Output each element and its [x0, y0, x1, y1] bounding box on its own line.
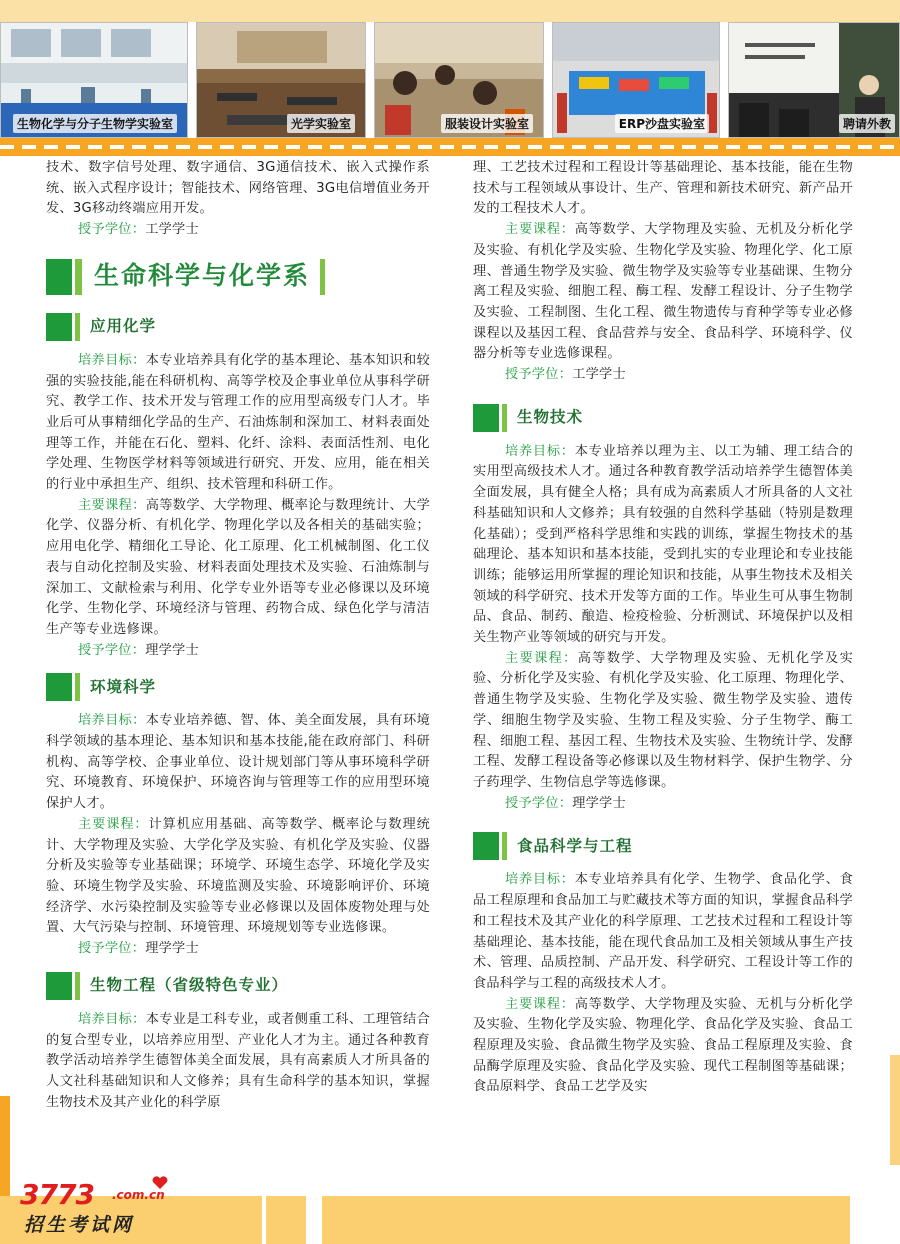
- heading-bar-icon: [75, 313, 80, 341]
- goal-label: 培养目标：: [78, 1011, 146, 1027]
- degree-line: [473, 365, 853, 386]
- heading-bar-icon: [473, 832, 499, 860]
- course-label: 主要课程：: [505, 996, 575, 1012]
- major-heading-environmental-science: [46, 673, 430, 701]
- course-text: 计算机应用基础、高等数学、概率论与数理统计、大学物理及实验、大学化学及实验、有机化学及实验、仪器分析及实验等专业基础课；环境学、环境生态学、环境化学及实验、环境生物学及实验、环境监测及实验、环境影响评价、环境经济学、水污染控制及实验等专业必修课以及固体废物处理与处置、大气污染与控制、环境管理、环境规划等专业选修课。: [46, 816, 431, 936]
- right-column: [473, 158, 853, 1098]
- course-text: 高等数学、大学物理及实验、无机化学及实验、分析化学及实验、有机化学及实验、化工原理、物理化学、普通生物学及实验、生物化学及实验、微生物学及实验、遗传学、细胞生物学及实验、生物工程及实验、分子生物学、酶工程、细胞工程、基因工程、生物技术及实验、生物统计学、发酵工程、发酵工程设备等必修课以及生物材料学、保护生物学、分子药理学、生物信息学等选修课。: [473, 650, 854, 790]
- site-logo[interactable]: [18, 1176, 178, 1240]
- intro-paragraph: 技术、数字信号处理、数字通信、3G通信技术、嵌入式操作系统、嵌入式程序设计；智能技术、网络管理、3G电信增值业务开发、3G移动终端应用开发。: [46, 160, 430, 217]
- heading-bar-icon: [46, 259, 72, 295]
- course-paragraph: [46, 815, 430, 939]
- goal-text: 本专业培养以理为主、以工为辅、理工结合的实用型高级技术人才。通过各种教育教学活动培养学生德智体美全面发展，具有健全人格；具有成为高素质人才所具备的人文社科基础知识和人文修养；具有较强的自然科学基础（特别是数理化基础）；受到严格科学思维和实践的训练，掌握生物技术的基础理论、基本知识和基本技能，受到扎实的专业理论和专业技能训练；能够运用所掌握的理论知识和技能，从事生物技术及相关领域的科学研究、技术开发等方面的工作。毕业生可从事生物制品、食品、制药、酿造、检疫检验、分析测试、环境保护以及相关生物产业等领域的研究与开发。: [473, 443, 854, 646]
- heading-bar-icon: [75, 972, 80, 1000]
- photo-strip: [0, 22, 900, 138]
- heading-bar-icon: [75, 673, 80, 701]
- goal-text: 本专业是工科专业，或者侧重工科、工理管结合的复合型专业，以培养应用型、产业化人才为主。通过各种教育教学活动培养学生德智体美全面发展，具有高素质人才所具备的人文社科基础知识和人文修养；具有生命科学的基本知识，掌握生物技术及其产业化的科学原: [46, 1011, 431, 1110]
- major-heading-applied-chemistry: [46, 313, 430, 341]
- degree-label: 授予学位：: [78, 222, 146, 238]
- dashed-divider: [0, 145, 900, 149]
- goal-label: 培养目标：: [78, 352, 146, 368]
- heading-bar-icon: [46, 313, 72, 341]
- heading-bar-icon: [46, 972, 72, 1000]
- foreign-teacher-photo: [728, 22, 900, 138]
- photo-caption: ERP沙盘实验室: [615, 114, 709, 133]
- heading-bar-icon: [502, 404, 507, 432]
- goal-paragraph: [473, 870, 853, 994]
- photo-caption: 服装设计实验室: [441, 114, 533, 133]
- major-title: 生物工程（省级特色专业）: [90, 976, 289, 995]
- course-label: 主要课程：: [505, 222, 575, 238]
- major-title: 环境科学: [90, 678, 157, 696]
- heading-bar-icon: [473, 404, 499, 432]
- photo-caption: 生物化学与分子生物学实验室: [13, 114, 177, 133]
- logo-domain: .com.cn: [112, 1188, 165, 1202]
- optics-lab-photo: [196, 22, 366, 138]
- section-title: 生命科学与化学系: [94, 261, 311, 291]
- degree-value: 工学学士: [572, 367, 626, 383]
- course-text: 高等数学、大学物理、概率论与数理统计、大学化学、仪器分析、有机化学、物理化学以及各相关的基础实验；应用电化学、精细化工导论、化工原理、化工机械制图、化工仪表与自动化控制及实验、材料表面处理技术及实验、石油炼制与深加工、文献检索与利用、化学专业外语等专业必修课以及环境化学、生物化学、环境经济与管理、药物合成、绿色化学与清洁生产等专业选修课。: [46, 497, 431, 637]
- goal-text: 本专业培养德、智、体、美全面发展，具有环境科学领域的基本理论、基本知识和基本技能,能在政府部门、科研机构、高等学校、企事业单位、设计规划部门等从事环境科学研究、环境教育、环境保护、环境咨询与管理等工作的应用型环境保护人才。: [46, 713, 431, 812]
- goal-label: 培养目标：: [78, 713, 146, 729]
- heading-bar-icon: [46, 673, 72, 701]
- heading-bar-icon: [502, 832, 507, 860]
- degree-label: 授予学位：: [505, 367, 573, 383]
- goal-text: 本专业培养具有化学的基本理论、基本知识和较强的实验技能,能在科研机构、高等学校及企事业单位从事科学研究、教学工作、技术开发与管理工作的应用型高级专门人才。毕业后可从事精细化学品的生产、石油炼制和深加工、材料表面处理等工作，并能在石化、塑料、化纤、涂料、表面活性剂、电化学处理、生物医学材料等领域进行研究、开发、应用，能在相关的行业中承担生产、组织、技术管理和科研工作。: [46, 352, 431, 493]
- continued-paragraph: 理、工艺技术过程和工程设计等基础理论、基本技能，能在生物技术与工程领域从事设计、生产、管理和新技术研究、新产品开发的工程技术人才。: [473, 160, 853, 217]
- major-heading-biotechnology: [473, 404, 853, 432]
- degree-value: 理学学士: [572, 795, 626, 811]
- heading-bar-icon: [320, 259, 325, 295]
- band-gap: [306, 1196, 322, 1244]
- heading-bar-icon: [75, 259, 82, 295]
- logo-tagline: 招生考试网: [24, 1214, 135, 1236]
- photo-caption: 光学实验室: [287, 114, 355, 133]
- major-title: 生物技术: [517, 408, 584, 427]
- band-segment: [266, 1196, 306, 1244]
- right-edge-decor: [890, 165, 900, 1165]
- degree-line: [46, 641, 430, 662]
- degree-value: 理学学士: [145, 941, 199, 957]
- goal-paragraph: [473, 442, 853, 649]
- major-title: 应用化学: [90, 317, 157, 336]
- course-paragraph: [473, 649, 853, 794]
- course-label: 主要课程：: [505, 650, 578, 666]
- course-text: 高等数学、大学物理及实验、无机与分析化学及实验、生物化学及实验、物理化学、食品化学及实验、食品工程原理及实验、食品微生物学及实验、食品工程原理及实验、食品酶学原理及实验、食品化学及实验、现代工程制图等基础课；食品原料学、食品工艺学及实: [473, 996, 854, 1095]
- left-column: [46, 158, 430, 1113]
- course-label: 主要课程：: [78, 497, 146, 513]
- goal-label: 培养目标：: [505, 872, 575, 888]
- goal-label: 培养目标：: [505, 443, 575, 459]
- section-heading: [46, 255, 430, 299]
- fashion-lab-photo: [374, 22, 544, 138]
- course-paragraph: [473, 995, 853, 1099]
- band-segment: [322, 1196, 850, 1244]
- logo-number: 3773: [20, 1178, 94, 1211]
- course-paragraph: [473, 220, 853, 365]
- degree-label: 授予学位：: [78, 642, 146, 658]
- erp-lab-photo: [552, 22, 720, 138]
- photo-caption: 聘请外教: [839, 114, 895, 133]
- degree-label: 授予学位：: [78, 941, 146, 957]
- major-heading-bioengineering: [46, 972, 430, 1000]
- major-title: 食品科学与工程: [517, 837, 633, 856]
- goal-paragraph: [46, 351, 430, 496]
- goal-paragraph: [46, 1010, 430, 1114]
- degree-value: 理学学士: [145, 642, 199, 658]
- degree-value: 工学学士: [145, 222, 199, 238]
- major-heading-food-science: [473, 832, 853, 860]
- degree-label: 授予学位：: [505, 795, 573, 811]
- course-text: 高等数学、大学物理及实验、无机及分析化学及实验、有机化学及实验、生物化学及实验、物理化学、化工原理、普通生物学及实验、微生物学及实验等专业基础课、生物分离工程及实验、细胞工程、酶工程、发酵工程设计、分子生物学及实验、工程制图、生化工程、微生物遗传与育种学等专业必修课程以及基因工程、食品营养与安全、食品科学、环境科学、仪器分析等专业选修课程。: [473, 222, 854, 362]
- course-paragraph: [46, 496, 430, 641]
- degree-line: [46, 939, 430, 960]
- degree-line: [473, 794, 853, 815]
- heart-icon: [152, 1176, 168, 1190]
- intro-degree-line: [46, 220, 430, 241]
- course-label: 主要课程：: [78, 816, 149, 832]
- biochem-lab-photo: [0, 22, 188, 138]
- goal-text: 本专业培养具有化学、生物学、食品化学、食品工程原理和食品加工与贮藏技术等方面的知识，掌握食品科学和工程技术及其产业化的科学原理、工艺技术过程和工程设计等基础理论、基本技能，能在现代食品加工及相关领域从事生产技术、管理、品质控制、产品开发、科学研究、工程设计等工作的食品科学与工程的高级技术人才。: [473, 872, 854, 991]
- top-decor-band: [0, 0, 900, 22]
- goal-paragraph: [46, 711, 430, 815]
